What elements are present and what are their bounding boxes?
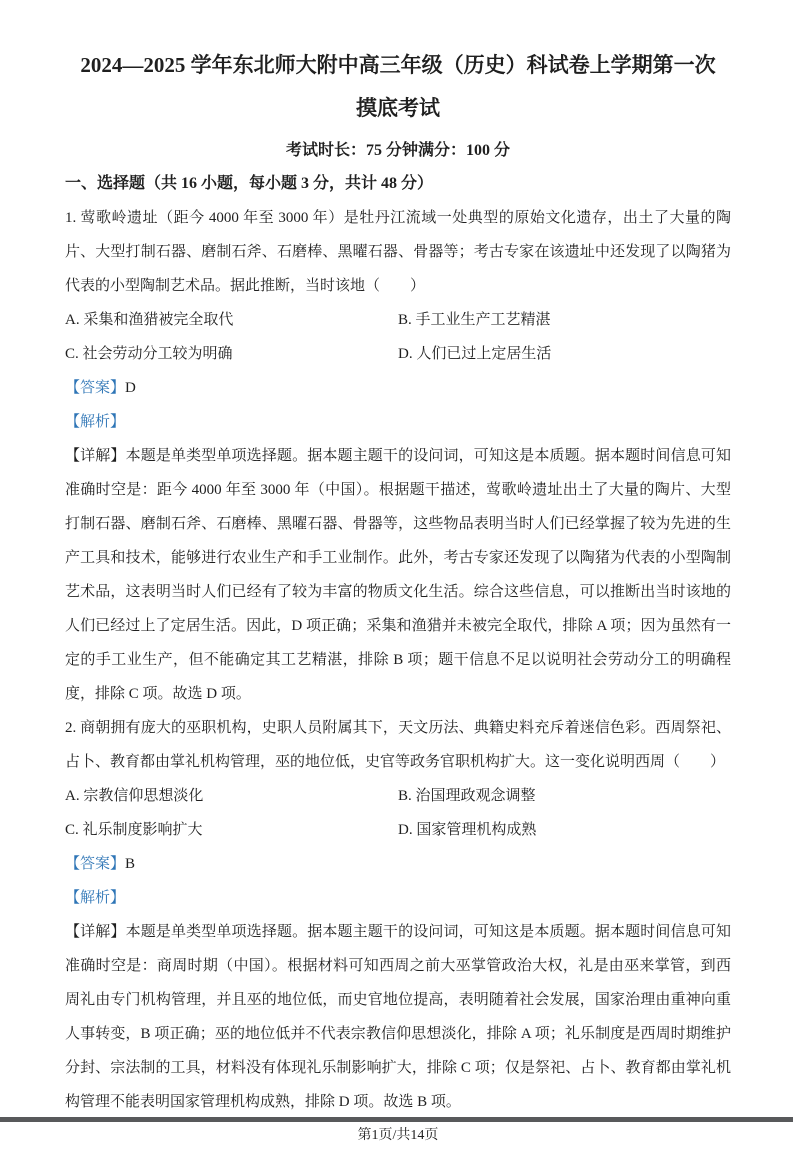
question-1-analysis-line bbox=[65, 405, 731, 439]
question-1-option-a: A. 采集和渔猎被完全取代 bbox=[65, 312, 234, 328]
question-2-option-c: C. 礼乐制度影响扩大 bbox=[65, 822, 203, 838]
exam-title bbox=[65, 44, 731, 130]
question-1-option-d: D. 人们已过上定居生活 bbox=[398, 346, 552, 362]
detail-label: 【详解】 bbox=[65, 448, 126, 464]
question-2-option-b: B. 治国理政观念调整 bbox=[398, 788, 536, 804]
question-2-detail bbox=[65, 915, 731, 1119]
question-2-option-a: A. 宗教信仰思想淡化 bbox=[65, 788, 204, 804]
question-2-analysis-line bbox=[65, 881, 731, 915]
question-1-option-c: C. 社会劳动分工较为明确 bbox=[65, 346, 233, 362]
page-number: 第1页/共14页 bbox=[357, 1128, 439, 1143]
exam-duration-score: 考试时长：75 分钟满分：100 分 bbox=[285, 142, 510, 159]
question-2-answer: B bbox=[125, 856, 136, 872]
answer-label: 【答案】 bbox=[65, 856, 126, 872]
question-2-option-d: D. 国家管理机构成熟 bbox=[398, 822, 537, 838]
question-1-option-b: B. 手工业生产工艺精湛 bbox=[398, 312, 551, 328]
question-1-detail bbox=[65, 439, 731, 711]
question-2-detail-text: 本题是单类型单项选择题。据本题主题干的设问词，可知这是本质题。据本题时间信息可知准确时空是：商周时期（中国）。根据材料可知西周之前大巫掌管政治大权，礼是由巫来掌管，到西周礼由专门机构管理，并且巫的地位低，而史官地位提高，表明随着社会发展，国家治理由重神向重人事转变，B 项正确；巫的地位低并不代表宗教信仰思想淡化，排除 A 项；礼乐制度是西周时期维护分封、宗法制的工具，材料没有体现礼乐制影响扩大，排除 C 项；仅是祭祀、占卜、教育都由掌礼机构管理不能表明国家管理机构成熟，排除 D 项。故选 B 项。 bbox=[65, 924, 731, 1110]
answer-label: 【答案】 bbox=[65, 380, 126, 396]
analysis-label: 【解析】 bbox=[65, 890, 126, 906]
detail-label: 【详解】 bbox=[65, 924, 126, 940]
question-1-answer-line bbox=[65, 371, 731, 405]
question-1 bbox=[65, 201, 731, 711]
question-2-stem: 2. 商朝拥有庞大的巫职机构，史职人员附属其下，天文历法、典籍史料充斥着迷信色彩。西周祭祀、占卜、教育都由掌礼机构管理，巫的地位低，史官等政务官职机构扩大。这一变化说明西周（ ） bbox=[65, 720, 731, 770]
question-1-detail-text: 本题是单类型单项选择题。据本题主题干的设问词，可知这是本质题。据本题时间信息可知准确时空是：距今 4000 年至 3000 年（中国）。根据题干描述，莺歌岭遗址出土了大量的陶片、大型打制石器、磨制石斧、石磨棒、黑曜石器、骨器等，这些物品表明当时人们已经掌握了较为先进的生产工具和技术，能够进行农业生产和手工业制作。此外，考古专家还发现了以陶猪为代表的小型陶制艺术品，这表明当时人们已经有了较为丰富的物质文化生活。综合这些信息，可以推断出当时该地的人们已经过上了定居生活。因此，D 项正确；采集和渔猎并未被完全取代，排除 A 项；因为虽然有一定的手工业生产，但不能确定其工艺精湛，排除 B 项；题干信息不足以说明社会劳动分工的明确程度，排除 C 项。故选 D 项。 bbox=[65, 448, 731, 702]
question-2-options bbox=[65, 779, 731, 847]
question-1-options bbox=[65, 303, 731, 371]
question-2 bbox=[65, 711, 731, 1119]
question-2-answer-line bbox=[65, 847, 731, 881]
section-heading-choice-questions: 一、选择题（共 16 小题，每小题 3 分，共计 48 分） bbox=[65, 175, 434, 192]
bottom-edge-bar bbox=[0, 1117, 793, 1122]
exam-title-line1: 2024—2025 学年东北师大附中高三年级（历史）科试卷上学期第一次 bbox=[80, 53, 716, 77]
question-1-answer: D bbox=[125, 380, 136, 396]
exam-title-line2: 摸底考试 bbox=[356, 96, 440, 120]
analysis-label: 【解析】 bbox=[65, 414, 126, 430]
question-1-stem: 1. 莺歌岭遗址（距今 4000 年至 3000 年）是牡丹江流域一处典型的原始文化遗存，出土了大量的陶片、大型打制石器、磨制石斧、石磨棒、黑曜石器、骨器等；考古专家在该遗址中还发现了以陶猪为代表的小型陶制艺术品。据此推断，当时该地（ ） bbox=[65, 210, 731, 294]
